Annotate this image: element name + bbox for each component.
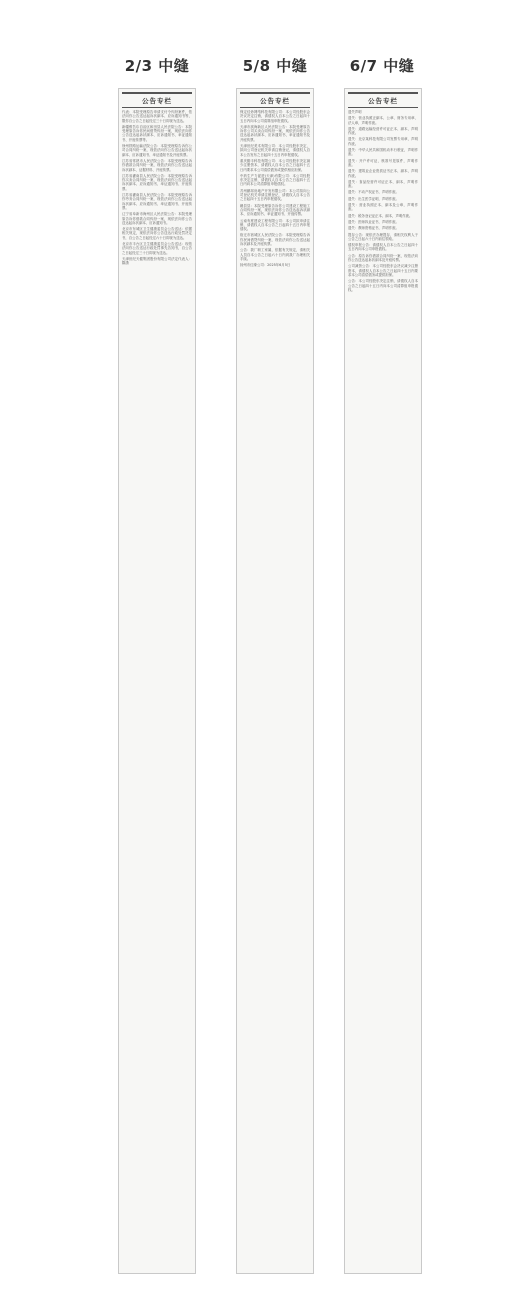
notice-paragraph: 遗失：道路运输经营许可证正本、副本，声明作废。 <box>348 126 418 136</box>
notice-paragraph: 遗失：北京某科技有限公司发票专用章，声明作废。 <box>348 137 418 146</box>
notice-paragraph: 遗失：建筑业企业资质证书正本、副本，声明作废。 <box>348 169 418 178</box>
notice-paragraph: 新疆维吾尔自治区和田县人民法院公告：本院受理原告诉你民间借贷纠纷一案，现依法向你公告送达起诉状副本、应诉通知书、举证通知书、开庭传票等。 <box>122 124 192 142</box>
notice-paragraph: 云南有度建设工程有限公司：本公司拟申请注销，请债权人自本公告之日起四十五日内申报债权。 <box>240 218 310 232</box>
strip-header: 公告专栏 <box>348 92 418 108</box>
notice-paragraph: 公告：原告诉你借款合同纠纷一案，现依法向你公告送达起诉状副本及开庭传票。 <box>348 253 418 263</box>
column-label-3: 6/7 中缝 <box>349 57 415 75</box>
newspaper-strip-6-7 <box>344 88 422 1274</box>
notice-paragraph: 中药生产力促进(天津)有限公司：本公司经股东决定注销，请债权人自本公告之日起四十五日内向本公司清算组申报债权。 <box>240 173 310 187</box>
notice-paragraph: 遗失：食品经营许可证正本、副本，声明作废。 <box>348 179 418 189</box>
notice-paragraph: 徐州铁路运输法院公告：本院受理原告诉你公司合同纠纷一案，现依法向你公告送达起诉状副本、应诉通知书、举证通知书及开庭传票。 <box>122 144 192 157</box>
notice-paragraph: 遗失：开户许可证，核准号见原件，声明作废。 <box>348 158 418 167</box>
notice-paragraph: 提存公告：现依法办理提存，请相关权利人于公告之日起六十日内前往领取。 <box>348 232 418 241</box>
column-label-2: 5/8 中缝 <box>242 57 308 75</box>
notice-paragraph: 扬州市红缘公司：2025年6月5日 <box>240 263 291 268</box>
strip-header: 公告专栏 <box>240 92 310 108</box>
strip-body <box>237 110 313 270</box>
notice-paragraph: 宿迁市宿城区人民法院公告：本院受理原告诉你民间借贷纠纷一案，现依法向你公告送达起诉状副本及开庭传票。 <box>240 233 310 247</box>
notice-paragraph: 遗失：医师执业证书，声明作废。 <box>348 219 399 224</box>
notice-paragraph: 重庆勤丰科技有限公司：本公司经股东决定减少注册资本，请债权人自本公告之日起四十五日内要求本公司清偿债务或提供相应担保。 <box>240 158 310 172</box>
notice-paragraph: 江苏省灌南县人民法院公告：本院受理原告诉你买卖合同纠纷一案，现依法向你公告送达起诉状副本、应诉通知书、举证通知书、开庭传票。 <box>122 173 192 191</box>
notice-paragraph: 天津市滨海新区人民法院公告：本院受理原告诉你公司买卖合同纠纷一案，现依法向你公告送达起诉状副本、应诉通知书、举证通知书及开庭传票。 <box>240 124 310 142</box>
notice-paragraph: 遗失：中华人民共和国机动车行驶证，声明作废。 <box>348 148 418 157</box>
notice-paragraph: 辽宁省阜新市海州区人民法院公告：本院受理原告诉你借款合同纠纷一案，现依法向你公告送达起诉状副本、应诉通知书。 <box>122 212 192 225</box>
strip-body <box>119 110 195 268</box>
notice-paragraph: 北京市东城区卫生健康委员会公告送达：依据相关规定，现依法向你公告送达行政处罚决定书，自公告之日起经过六十日即视为送达。 <box>122 227 192 240</box>
column-label-1: 2/3 中缝 <box>124 57 190 75</box>
notice-paragraph: 赣县县：本院受理原告诉你公司建设工程施工合同纠纷一案，现依法向你公告送达起诉状副本、应诉通知书、举证通知书、开庭传票。 <box>240 203 310 217</box>
strip-body <box>345 110 421 294</box>
strip-header: 公告专栏 <box>122 92 192 108</box>
notice-paragraph: 北京市丰台区卫生健康委员会公告送达：现依法向你公告送达行政处罚事先告知书，自公告之日起经过三十日即视为送达。 <box>122 242 192 255</box>
notice-paragraph: 保定佳炒网络科技有限公司：本公司经股东会决议决定注销，请债权人自本公告之日起四十五日内向本公司清算组申报债权。 <box>240 110 310 123</box>
notice-paragraph: 天津世纪天健集团股份有限公司法定代表人：隋潇 <box>122 256 192 266</box>
notice-paragraph: 遗失：营业执照正本、副本及公章，声明作废。 <box>348 203 418 212</box>
notice-paragraph: 公司减资公告：本公司经股东会决议减少注册资本，请债权人自本公告之日起四十五日内要求本公司清偿债务或提供担保。 <box>348 264 418 277</box>
newspaper-strip-2-3 <box>118 88 196 1274</box>
notice-paragraph: 公告：本公司经股东决定注销，请债权人自本公告之日起四十五日内向本公司清算组申报债权。 <box>348 279 418 292</box>
notice-paragraph: 苏州鹏邦房地产开发有限公司：本公司拟向公司登记机关申请注销登记，请债权人自本公告之日起四十五日内申报债权。 <box>240 188 310 202</box>
notice-paragraph: 江苏省灌南县人民法院公告：本院受理原告诉你劳务合同纠纷一案，现依法向你公告送达起诉状副本、应诉通知书、举证通知书、开庭传票。 <box>122 193 192 210</box>
notice-paragraph: 代表：本院受理原告申请支付令纠纷案件，依法向你公告送达起诉状副本、应诉通知书等，限你自公告之日起经过三十日即视为送达。 <box>122 110 192 123</box>
notice-paragraph: 遗失：不动产权证书，声明作废。 <box>348 190 399 195</box>
notice-paragraph: 遗失：教师资格证书，声明作废。 <box>348 226 399 231</box>
notice-paragraph: 遗失：税务登记证正本、副本，声明作废。 <box>348 213 413 218</box>
notice-paragraph: 遗失：出生医学证明，声明作废。 <box>348 196 399 201</box>
notice-paragraph: 债权申报公告：请债权人自本公告之日起四十五日内向本公司申报债权。 <box>348 243 418 252</box>
notice-paragraph: 遗失声明 <box>348 110 362 114</box>
notice-paragraph: 天津世纪美术有限公司：本公司经股东决定，拟向公司登记机关申请注销登记，请债权人自本公告发布之日起四十五日内申报债权。 <box>240 144 310 157</box>
newspaper-strip-5-8 <box>236 88 314 1274</box>
notice-paragraph: 江苏省常熟市人民法院公告：本院受理原告诉你借款合同纠纷一案，现依法向你公告送达起诉状副本、证据材料、开庭传票。 <box>122 158 192 172</box>
notice-paragraph: 公告：我厂职工家属，依据有关规定，请相关人员自本公告之日起六十日内到我厂办理相关手续。 <box>240 248 310 261</box>
notice-paragraph: 遗失：营业执照正副本、公章、财务专用章、法人章，声明作废。 <box>348 116 418 125</box>
